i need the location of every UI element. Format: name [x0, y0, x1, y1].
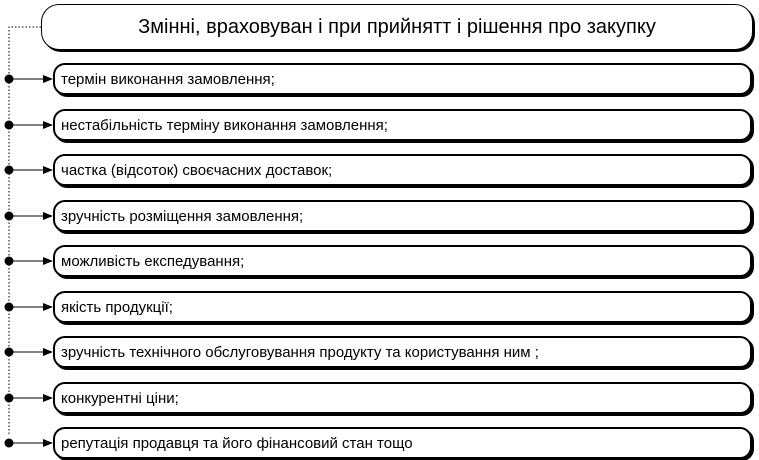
- title-connector: [9, 27, 41, 436]
- item-box: [53, 245, 752, 277]
- item-box: [53, 427, 752, 459]
- item-box: [53, 154, 752, 186]
- item-box: [53, 291, 752, 323]
- item-label: частка (відсоток) своєчасних доставок;: [61, 161, 333, 179]
- item-label: конкурентні ціни;: [61, 389, 179, 407]
- item-label: можливість експедування;: [61, 252, 245, 270]
- item-box: [53, 382, 752, 414]
- item-box: [53, 109, 752, 141]
- item-label: зручність розміщення замовлення;: [61, 207, 304, 225]
- item-box: [53, 63, 752, 95]
- item-label: репутація продавця та його фінансовий стан тощо: [61, 434, 413, 452]
- item-label: термін виконання замовлення;: [61, 70, 275, 88]
- item-box: [53, 200, 752, 232]
- item-label: зручність технічного обслуговування продукту та користування ним ;: [61, 343, 539, 361]
- item-box: [53, 336, 752, 368]
- item-label: якість продукції;: [61, 298, 173, 316]
- diagram-title: Змінні, враховуван і при прийнятт і рішення про закупку: [138, 15, 656, 38]
- diagram-title-box: [41, 4, 753, 50]
- item-label: нестабільність терміну виконання замовлення;: [61, 116, 388, 134]
